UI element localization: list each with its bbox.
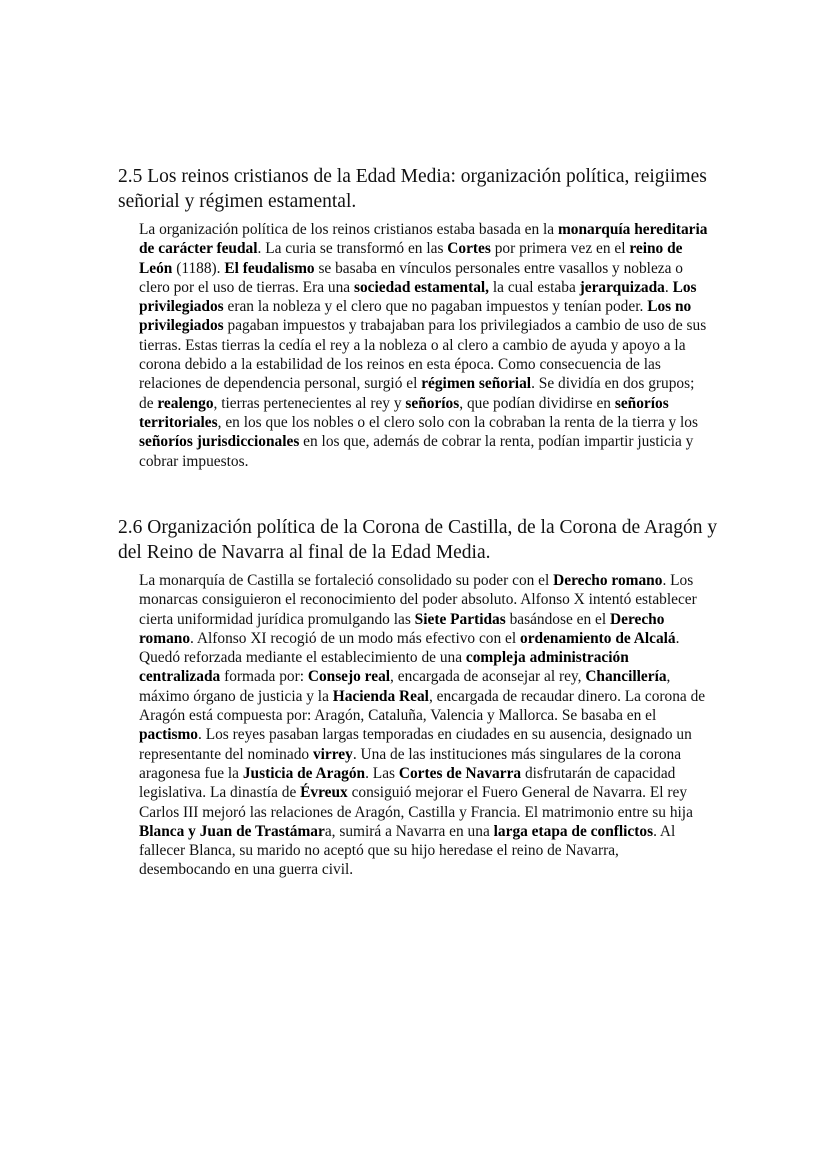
bold-term: larga etapa de conflictos bbox=[493, 822, 654, 840]
bold-term: Derecho romano bbox=[553, 572, 663, 589]
bold-term: señoríos territoriales bbox=[139, 394, 669, 431]
bold-term: pactismo bbox=[139, 726, 198, 744]
text-run: . Alfonso XI recogió de un modo más efectivo con el bbox=[190, 629, 520, 647]
text-run: se basaba en vínculos personales entre vasallos y nobleza o clero por el uso de tierras. Era una bbox=[139, 259, 683, 296]
text-run: , que podían dividirse en bbox=[459, 394, 615, 412]
bold-term: régimen señorial bbox=[421, 375, 532, 393]
text-run: La organización política de los reinos cristianos estaba basada en la bbox=[139, 221, 558, 238]
bold-term: señoríos bbox=[405, 394, 460, 412]
text-run: a, sumirá a Navarra en una bbox=[324, 822, 494, 840]
bold-term: señoríos jurisdiccionales bbox=[139, 433, 300, 451]
text-run: . Los reyes pasaban largas temporadas en ciudades en su ausencia, designado un representante del nominado bbox=[139, 726, 692, 763]
text-run: (1188). bbox=[172, 259, 225, 277]
text-run: , máximo órgano de justicia y la bbox=[139, 668, 671, 705]
bold-term: El feudalismo bbox=[224, 259, 315, 277]
text-run: la cual estaba bbox=[489, 278, 580, 296]
bold-term: Blanca y Juan de Trastámar bbox=[139, 822, 325, 840]
bold-term: Cortes de Navarra bbox=[398, 764, 522, 782]
bold-term: jerarquizada bbox=[579, 278, 665, 296]
text-run: . bbox=[664, 278, 673, 296]
text-run: , en los que los nobles o el clero solo con la cobraban la renta de la tierra y los bbox=[217, 413, 698, 431]
section-heading-2-5: 2.5 Los reinos cristianos de la Edad Media: organización política, reigiimes señorial y régimen estamental. bbox=[118, 166, 707, 212]
section-heading-2-6: 2.6 Organización política de la Corona de Castilla, de la Corona de Aragón y del Reino de Navarra al final de la Edad Media. bbox=[118, 517, 718, 563]
bold-term: monarquía hereditaria de carácter feudal bbox=[139, 221, 708, 258]
bold-term: reino de León bbox=[139, 240, 683, 277]
bold-term: Justicia de Aragón bbox=[242, 764, 366, 782]
bold-term: compleja administración centralizada bbox=[139, 649, 629, 686]
section-paragraph-2-5 bbox=[139, 220, 711, 471]
text-run: . La curia se transformó en las bbox=[257, 240, 448, 258]
text-run: , encargada de aconsejar al rey, bbox=[390, 668, 586, 686]
text-run: . Una de las instituciones más singulares de la corona aragonesa fue la bbox=[139, 745, 682, 782]
text-run: . Al fallecer Blanca, su marido no aceptó que su hijo heredase el reino de Navarra, desembocando en una guerra civil. bbox=[139, 822, 676, 879]
text-run: . Se dividía en dos grupos; de bbox=[139, 375, 695, 412]
text-run: formada por: bbox=[220, 668, 308, 686]
section-paragraph-2-6 bbox=[139, 571, 711, 880]
text-run: por primera vez en el bbox=[490, 240, 630, 258]
text-run: . Los monarcas consiguieron el reconocimiento del poder absoluto. Alfonso X intentó establecer cierta uniformidad jurídica promulgando las bbox=[139, 572, 697, 628]
text-run: en los que, además de cobrar la renta, podían impartir justicia y cobrar impuestos. bbox=[139, 433, 694, 470]
bold-term: Hacienda Real bbox=[332, 687, 429, 705]
text-run: pagaban impuestos y trabajaban para los privilegiados a cambio de uso de sus tierras. Estas tierras la cedía el rey a la nobleza o al clero a cambio de ayuda y apoyo a la corona debido a la estabilidad de los reinos en esta época. Como consecuencia de las relaciones de dependencia personal, surgió el bbox=[139, 317, 707, 393]
bold-term: Derecho romano bbox=[139, 610, 665, 647]
bold-term: Los no privilegiados bbox=[139, 298, 692, 335]
text-run: eran la nobleza y el clero que no pagaban impuestos y tenían poder. bbox=[223, 298, 648, 316]
bold-term: Consejo real bbox=[307, 668, 391, 686]
text-run: . Quedó reforzada mediante el establecimiento de una bbox=[139, 629, 680, 667]
bold-term: Siete Partidas bbox=[414, 610, 506, 628]
bold-term: Chancillería bbox=[585, 668, 667, 686]
bold-term: sociedad estamental, bbox=[353, 278, 490, 296]
text-run: consiguió mejorar el Fuero General de Navarra. El rey Carlos III mejoró las relaciones de Aragón, Castilla y Francia. El matrimonio entre su hija bbox=[139, 784, 693, 821]
bold-term: virrey bbox=[312, 745, 353, 763]
bold-term: ordenamiento de Alcalá bbox=[520, 629, 676, 647]
bold-term: realengo bbox=[157, 394, 214, 412]
bold-term: Cortes bbox=[447, 240, 491, 258]
bold-term: Évreux bbox=[300, 784, 348, 802]
text-run: basándose en el bbox=[505, 610, 610, 628]
bold-term: Los privilegiados bbox=[139, 278, 697, 316]
text-run: , tierras pertenecientes al rey y bbox=[213, 394, 406, 412]
text-run: , encargada de recaudar dinero. La corona de Aragón está compuesta por: Aragón, Cataluña, Valencia y Mallorca. Se basaba en el bbox=[139, 687, 706, 725]
text-run: La monarquía de Castilla se fortaleció consolidado su poder con el bbox=[139, 572, 554, 589]
text-run: disfrutarán de capacidad legislativa. La dinastía de bbox=[139, 764, 676, 802]
text-run: . Las bbox=[365, 764, 399, 782]
